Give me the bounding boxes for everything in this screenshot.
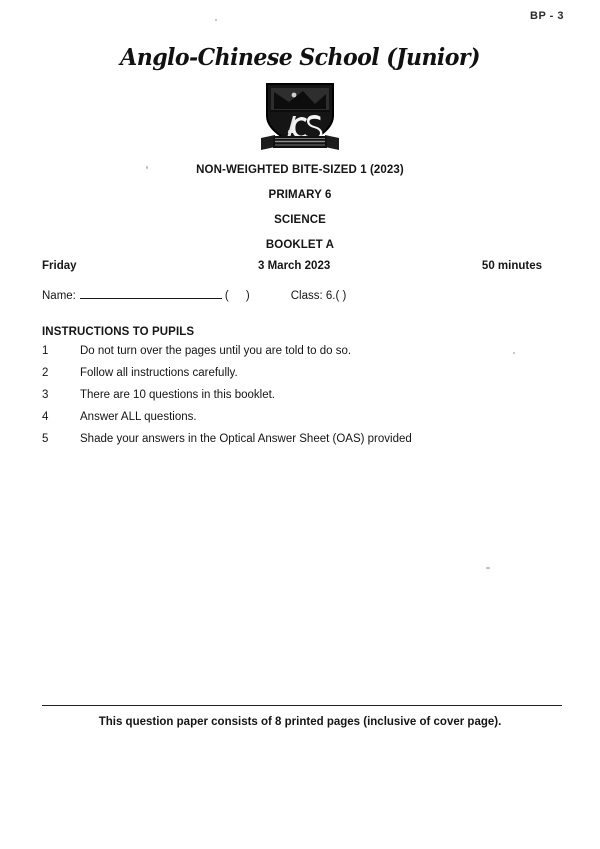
list-item: [42, 345, 542, 367]
instruction-text: There are 10 questions in this booklet.: [80, 389, 275, 401]
instruction-text: Follow all instructions carefully.: [80, 367, 238, 379]
exam-day: Friday: [42, 260, 77, 272]
instruction-number: 3: [42, 389, 49, 401]
exam-booklet: BOOKLET A: [265, 239, 335, 251]
list-item: [42, 411, 542, 433]
scan-speck: [513, 352, 515, 354]
exam-level: PRIMARY 6: [268, 189, 332, 201]
list-item: [42, 433, 542, 455]
list-item: [42, 389, 542, 411]
exam-title: NON-WEIGHTED BITE-SIZED 1 (2023): [196, 164, 404, 176]
exam-date: 3 March 2023: [258, 260, 331, 272]
instructions-heading: INSTRUCTIONS TO PUPILS: [42, 326, 195, 338]
name-class-row: [42, 287, 346, 305]
school-crest-icon: [257, 80, 343, 154]
scan-speck: [215, 19, 217, 21]
list-item: [42, 367, 542, 389]
instruction-number: 1: [42, 345, 49, 357]
instruction-text: Shade your answers in the Optical Answer Sheet (OAS) provided: [80, 433, 412, 445]
instructions-list: [42, 345, 542, 455]
instruction-number: 5: [42, 433, 49, 445]
class-field[interactable]: Class: 6.( ): [290, 290, 347, 302]
scan-speck: [486, 567, 490, 569]
instruction-number: 4: [42, 411, 49, 423]
exam-header: [0, 164, 600, 251]
booklet-code: BP - 3: [530, 10, 564, 22]
name-label: Name:: [42, 290, 76, 302]
name-input-blank[interactable]: [80, 287, 222, 299]
school-name: Anglo-Chinese School (Junior): [120, 44, 480, 71]
index-number-field[interactable]: ( ): [224, 290, 257, 302]
instruction-number: 2: [42, 367, 49, 379]
instruction-text: Answer ALL questions.: [80, 411, 197, 423]
exam-date-row: [42, 260, 542, 276]
scan-speck: [146, 166, 148, 169]
footer-divider: [42, 705, 562, 706]
footer-note: This question paper consists of 8 printed pages (inclusive of cover page).: [98, 716, 502, 728]
exam-subject: SCIENCE: [274, 214, 326, 226]
exam-duration: 50 minutes: [481, 260, 542, 272]
instruction-text: Do not turn over the pages until you are told to do so.: [80, 345, 352, 357]
